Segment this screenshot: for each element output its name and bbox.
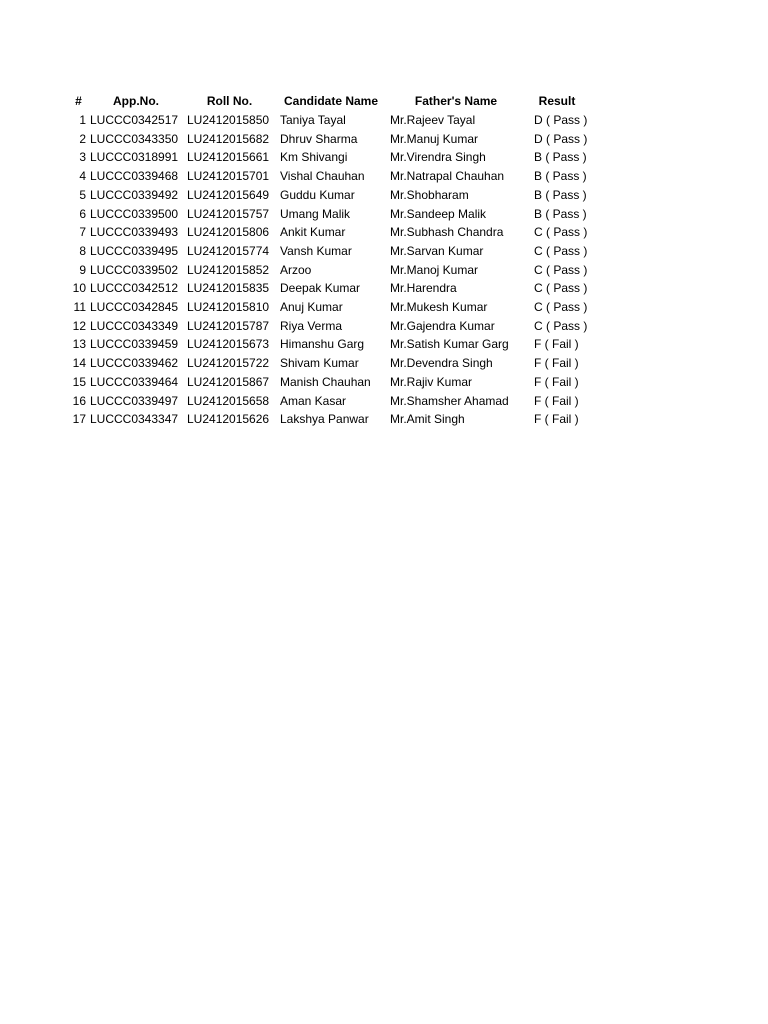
- table-row: [68, 410, 588, 429]
- cell-num: 13: [72, 337, 86, 352]
- table-row: [68, 205, 588, 224]
- cell-result: F ( Fail ): [534, 356, 579, 371]
- cell-num: 12: [72, 318, 86, 333]
- cell-candidate-name: Vishal Chauhan: [280, 169, 365, 184]
- cell-app-no: LUCCC0339502: [90, 262, 179, 277]
- cell-father-name: Mr.Manoj Kumar: [390, 262, 479, 277]
- cell-app-no: LUCCC0342512: [90, 281, 179, 296]
- cell-roll-no: LU2412015722: [187, 356, 270, 371]
- cell-roll-no: LU2412015673: [187, 337, 270, 352]
- cell-app-no: LUCCC0318991: [90, 150, 179, 165]
- cell-result: C ( Pass ): [534, 300, 588, 315]
- table-row: [68, 186, 588, 205]
- cell-candidate-name: Dhruv Sharma: [280, 131, 358, 146]
- header-app-no: App.No.: [113, 94, 159, 109]
- cell-candidate-name: Guddu Kumar: [280, 187, 355, 202]
- cell-app-no: LUCCC0339459: [90, 337, 179, 352]
- cell-result: B ( Pass ): [534, 206, 587, 221]
- cell-roll-no: LU2412015806: [187, 225, 270, 240]
- cell-candidate-name: Taniya Tayal: [280, 113, 346, 127]
- cell-father-name: Mr.Rajiv Kumar: [390, 374, 473, 389]
- table-row: [68, 130, 588, 149]
- cell-num: 2: [79, 131, 86, 146]
- cell-candidate-name: Riya Verma: [280, 318, 343, 333]
- cell-app-no: LUCCC0339468: [90, 169, 179, 184]
- header-father-name: Father's Name: [414, 94, 498, 109]
- table-row: [68, 298, 588, 317]
- cell-result: F ( Fail ): [534, 393, 579, 408]
- cell-num: 10: [72, 281, 86, 296]
- cell-candidate-name: Anuj Kumar: [280, 300, 343, 315]
- cell-app-no: LUCCC0342845: [90, 300, 179, 315]
- table-header: [68, 92, 588, 111]
- cell-app-no: LUCCC0339495: [90, 243, 179, 258]
- cell-roll-no: LU2412015661: [187, 150, 270, 165]
- cell-candidate-name: Deepak Kumar: [280, 281, 361, 296]
- cell-roll-no: LU2412015682: [187, 131, 270, 146]
- cell-roll-no: LU2412015658: [187, 393, 270, 408]
- cell-app-no: LUCCC0343347: [90, 412, 179, 427]
- table-row: [68, 279, 588, 298]
- cell-result: F ( Fail ): [534, 412, 579, 427]
- cell-father-name: Mr.Rajeev Tayal: [390, 113, 476, 127]
- table-row: [68, 167, 588, 186]
- cell-app-no: LUCCC0339462: [90, 356, 179, 371]
- table-row: [68, 354, 588, 373]
- cell-app-no: LUCCC0339497: [90, 393, 179, 408]
- table-row: [68, 111, 588, 130]
- cell-app-no: LUCCC0339492: [90, 187, 179, 202]
- cell-result: C ( Pass ): [534, 281, 588, 296]
- cell-candidate-name: Vansh Kumar: [280, 243, 352, 258]
- cell-num: 14: [72, 356, 86, 371]
- cell-father-name: Mr.Subhash Chandra: [390, 225, 504, 240]
- cell-candidate-name: Himanshu Garg: [280, 337, 365, 352]
- table-row: [68, 373, 588, 392]
- table-body: [68, 111, 588, 429]
- header-roll-no: Roll No.: [206, 94, 253, 109]
- cell-candidate-name: Manish Chauhan: [280, 374, 371, 389]
- cell-result: D ( Pass ): [534, 113, 588, 127]
- cell-roll-no: LU2412015649: [187, 187, 270, 202]
- cell-father-name: Mr.Virendra Singh: [390, 150, 486, 165]
- header-candidate-name: Candidate Name: [283, 94, 379, 109]
- cell-father-name: Mr.Mukesh Kumar: [390, 300, 488, 315]
- table-row: [68, 223, 588, 242]
- cell-result: C ( Pass ): [534, 243, 588, 258]
- table-row: [68, 261, 588, 280]
- table-row: [68, 317, 588, 336]
- cell-result: B ( Pass ): [534, 187, 587, 202]
- results-table: [68, 92, 588, 429]
- cell-num: 4: [79, 169, 86, 184]
- results-sheet: [68, 92, 588, 429]
- cell-num: 1: [79, 113, 86, 127]
- cell-num: 8: [79, 243, 86, 258]
- cell-num: 3: [79, 150, 86, 165]
- cell-result: B ( Pass ): [534, 169, 587, 184]
- cell-num: 5: [79, 187, 86, 202]
- cell-app-no: LUCCC0343349: [90, 318, 179, 333]
- cell-father-name: Mr.Shobharam: [390, 187, 469, 202]
- cell-num: 15: [72, 374, 86, 389]
- cell-num: 11: [73, 300, 86, 315]
- table-row: [68, 242, 588, 261]
- cell-num: 17: [72, 412, 86, 427]
- cell-father-name: Mr.Gajendra Kumar: [390, 318, 495, 333]
- cell-num: 9: [79, 262, 86, 277]
- cell-candidate-name: Aman Kasar: [280, 393, 347, 408]
- table-row: [68, 148, 588, 167]
- cell-app-no: LUCCC0339464: [90, 374, 179, 389]
- header-row: [68, 92, 588, 111]
- cell-father-name: Mr.Satish Kumar Garg: [390, 337, 509, 352]
- cell-candidate-name: Lakshya Panwar: [280, 412, 369, 427]
- cell-result: C ( Pass ): [534, 318, 588, 333]
- cell-app-no: LUCCC0339500: [90, 206, 179, 221]
- cell-father-name: Mr.Shamsher Ahamad: [390, 393, 509, 408]
- cell-result: F ( Fail ): [534, 374, 579, 389]
- cell-result: C ( Pass ): [534, 225, 588, 240]
- cell-candidate-name: Km Shivangi: [280, 150, 348, 165]
- cell-roll-no: LU2412015757: [187, 206, 270, 221]
- cell-result: D ( Pass ): [534, 131, 588, 146]
- cell-roll-no: LU2412015867: [187, 374, 270, 389]
- cell-result: B ( Pass ): [534, 150, 587, 165]
- cell-candidate-name: Ankit Kumar: [280, 225, 346, 240]
- cell-candidate-name: Arzoo: [280, 262, 312, 277]
- header-result: Result: [538, 94, 576, 109]
- cell-roll-no: LU2412015774: [187, 243, 270, 258]
- cell-num: 7: [79, 225, 86, 240]
- cell-roll-no: LU2412015810: [187, 300, 270, 315]
- cell-roll-no: LU2412015852: [187, 262, 270, 277]
- cell-result: C ( Pass ): [534, 262, 588, 277]
- cell-roll-no: LU2412015626: [187, 412, 270, 427]
- cell-father-name: Mr.Amit Singh: [390, 412, 465, 427]
- cell-father-name: Mr.Natrapal Chauhan: [390, 169, 505, 184]
- cell-num: 6: [79, 206, 86, 221]
- table-row: [68, 392, 588, 411]
- cell-result: F ( Fail ): [534, 337, 579, 352]
- cell-roll-no: LU2412015850: [187, 113, 270, 127]
- cell-roll-no: LU2412015835: [187, 281, 270, 296]
- cell-roll-no: LU2412015701: [187, 169, 270, 184]
- cell-father-name: Mr.Manuj Kumar: [390, 131, 479, 146]
- header-num: #: [75, 94, 82, 109]
- cell-roll-no: LU2412015787: [187, 318, 270, 333]
- cell-father-name: Mr.Sarvan Kumar: [390, 243, 484, 258]
- cell-father-name: Mr.Harendra: [390, 281, 457, 296]
- cell-num: 16: [72, 393, 86, 408]
- cell-app-no: LUCCC0339493: [90, 225, 179, 240]
- cell-app-no: LUCCC0342517: [90, 113, 179, 127]
- cell-father-name: Mr.Devendra Singh: [390, 356, 493, 371]
- cell-candidate-name: Umang Malik: [280, 206, 351, 221]
- cell-father-name: Mr.Sandeep Malik: [390, 206, 487, 221]
- cell-candidate-name: Shivam Kumar: [280, 356, 359, 371]
- cell-app-no: LUCCC0343350: [90, 131, 179, 146]
- table-row: [68, 335, 588, 354]
